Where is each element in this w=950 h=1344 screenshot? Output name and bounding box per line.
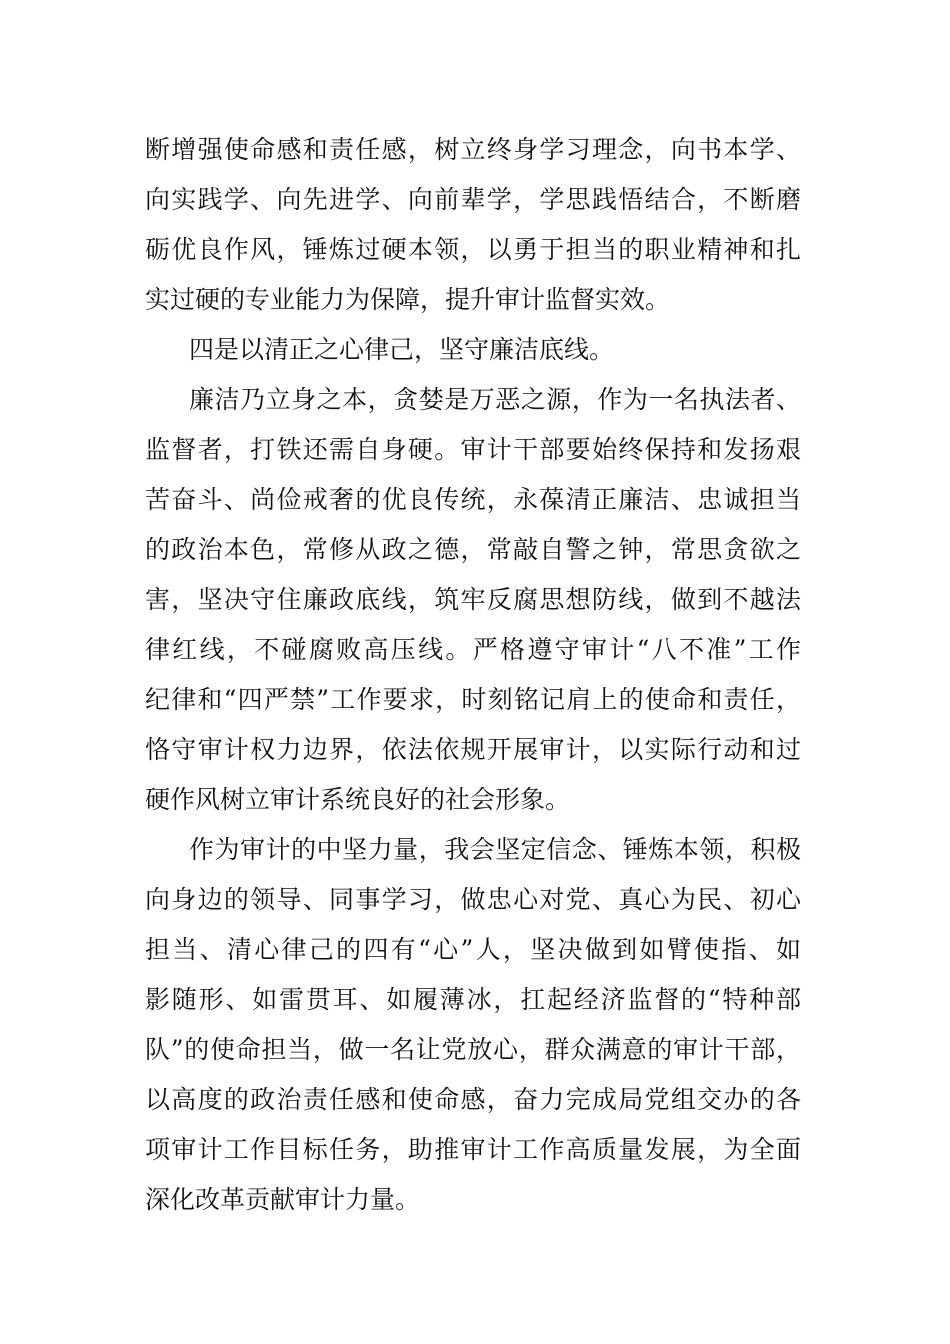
text-line: 砺优良作风，锤炼过硬本领，以勇于担当的职业精神和扎 [145,235,801,264]
text-line: 害，坚决守住廉政底线，筑牢反腐思想防线，做到不越法 [145,585,801,614]
text-line: 担当、清心律己的四有“心”人，坚决做到如臂使指、如 [145,935,801,964]
text-line: 律红线，不碰腐败高压线。严格遵守审计“八不准”工作 [145,635,801,664]
text-line: 恪守审计权力边界，依法依规开展审计，以实际行动和过 [145,735,801,764]
text-line: 向身边的领导、同事学习，做忠心对党、真心为民、初心 [145,885,801,914]
paragraph [145,375,801,825]
paragraph [145,125,801,325]
paragraph [145,825,801,1225]
text-line: 项审计工作目标任务，助推审计工作高质量发展，为全面 [145,1135,801,1164]
text-line: 队”的使命担当，做一名让党放心，群众满意的审计干部， [145,1035,801,1064]
text-line: 四是以清正之心律己，坚守廉洁底线。 [189,335,615,364]
text-line: 监督者，打铁还需自身硬。审计干部要始终保持和发扬艰 [145,435,801,464]
document-body [145,125,801,1225]
text-line: 深化改革贡献审计力量。 [145,1185,421,1214]
text-line: 的政治本色，常修从政之德，常敲自警之钟，常思贪欲之 [145,535,801,564]
text-line: 硬作风树立审计系统良好的社会形象。 [145,785,571,814]
text-line: 作为审计的中坚力量，我会坚定信念、锤炼本领，积极 [189,835,801,864]
text-line: 以高度的政治责任感和使命感，奋力完成局党组交办的各 [145,1085,801,1114]
text-line: 廉洁乃立身之本，贪婪是万恶之源，作为一名执法者、 [189,385,801,414]
paragraph [145,325,801,375]
text-line: 断增强使命感和责任感，树立终身学习理念，向书本学、 [145,135,801,164]
text-line: 影随形、如雷贯耳、如履薄冰，扛起经济监督的“特种部 [145,985,801,1014]
text-line: 纪律和“四严禁”工作要求，时刻铭记肩上的使命和责任， [145,685,801,714]
text-line: 向实践学、向先进学、向前辈学，学思践悟结合，不断磨 [145,185,801,214]
text-line: 苦奋斗、尚俭戒奢的优良传统，永葆清正廉洁、忠诚担当 [145,485,801,514]
text-line: 实过硬的专业能力为保障，提升审计监督实效。 [145,285,671,314]
